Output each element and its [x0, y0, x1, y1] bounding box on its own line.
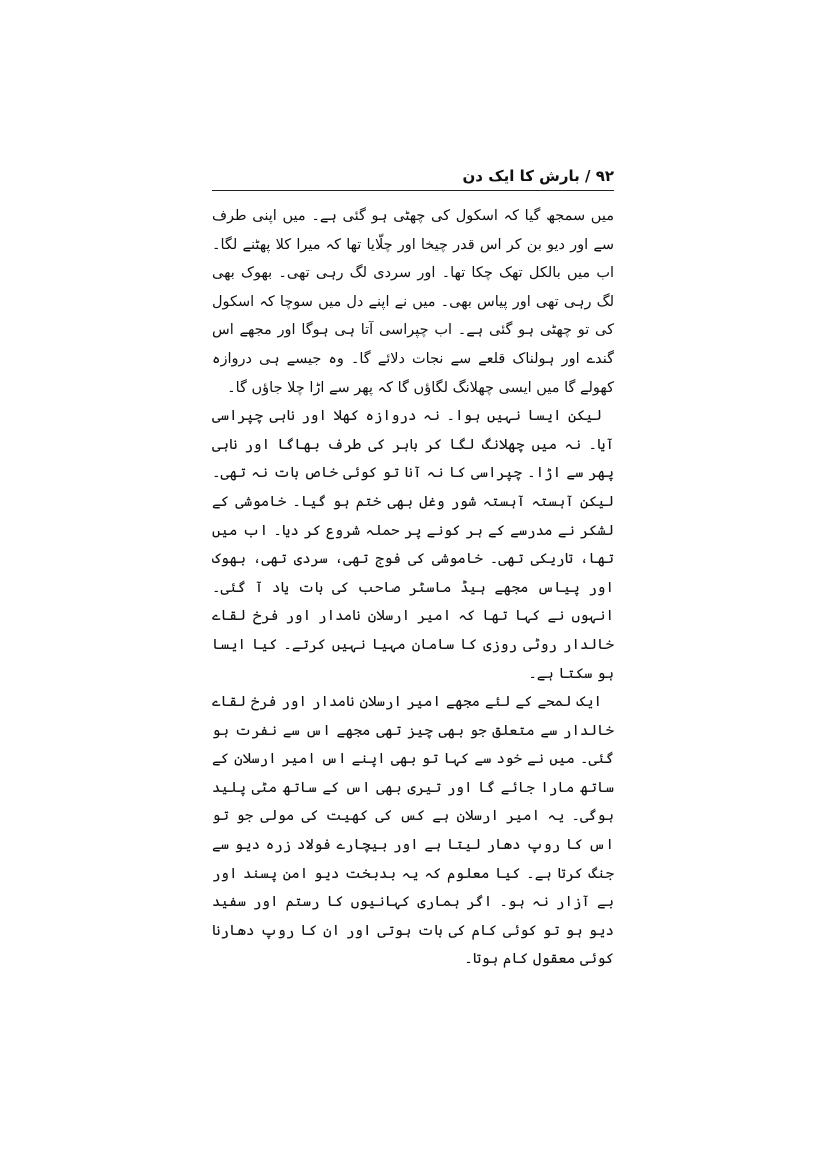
running-header: [212, 163, 614, 189]
paragraph: ایک لمحے کے لئے مجھے امیر ارسلان نامدار اور فرخ لقاے خالدار سے متعلق جو بھی چیز تھی مجھے اس سے نفرت ہو گئی۔ میں نے خود سے کہا تو بھی اپنے اس امیر ارسلان کے ساتھ مارا جائے گا اور تیری بھی اس کے ساتھ مٹی پلید ہوگی۔ یہ امیر ارسلان ہے کس کی کھیت کی مولی جو تو اس کا روپ دھار لیتا ہے اور بیچارے فولاد زرہ دیو سے جنگ کرتا ہے۔ کیا معلوم کہ یہ بدبخت دیو امن پسند اور بے آزار نہ ہو۔ اگر ہماری کہانیوں کا رستم اور سفید دیو ہو تو کوئی کام کی بات ہوتی اور ان کا روپ دھارنا کوئی معقول کام ہوتا۔: [212, 694, 614, 968]
header-divider: [212, 190, 614, 191]
body-text: [212, 202, 614, 974]
paragraph: میں سمجھ گیا کہ اسکول کی چھٹی ہو گئی ہے۔ میں اپنی طرف سے اور دیو بن کر اس قدر چیخا اور چلّایا تھا کہ میرا کلا پھٹنے لگا۔ اب میں بالکل تھک چکا تھا۔ اور سردی لگ رہی تھی۔ بھوک بھی لگ رہی تھی اور پیاس بھی۔ میں نے اپنے دل میں سوچا کہ اسکول کی تو چھٹی ہو گئی ہے۔ اب چپراسی آتا ہی ہوگا اور مجھے اس گندے اور ہولناک قلعے سے نجات دلائے گا۔ وہ جیسے ہی دروازہ کھولے گا میں ایسی چھلانگ لگاؤں گا کہ پھر سے اڑا چلا جاؤں گا۔: [212, 208, 614, 396]
paragraph: لیکن ایسا نہیں ہوا۔ نہ دروازہ کھلا اور ناہی چپراسی آیا۔ نہ میں چھلانگ لگا کر باہر کی طرف بھاگا اور ناہی پھر سے اڑا۔ چپراسی کا نہ آنا تو کوئی خاص بات نہ تھی۔ لیکن آہستہ آہستہ شور وغل بھی ختم ہو گیا۔ خاموشی کے لشکر نے مدرسے کے ہر کونے پر حملہ شروع کر دیا۔ اب میں تھا، تاریکی تھی۔ خاموشی کی فوج تھی، سردی تھی، بھوک اور پیاس مجھے ہیڈ ماسٹر صاحب کی بات یاد آ گئی۔ انہوں نے کہا تھا کہ امیر ارسلان نامدار اور فرخ لقاے خالدار روٹی روزی کا سامان مہیا نہیں کرتے۔ کیا ایسا ہو سکتا ہے۔: [212, 408, 614, 682]
page-number-and-title: ۹۲ / بارش کا ایک دن: [462, 167, 614, 185]
